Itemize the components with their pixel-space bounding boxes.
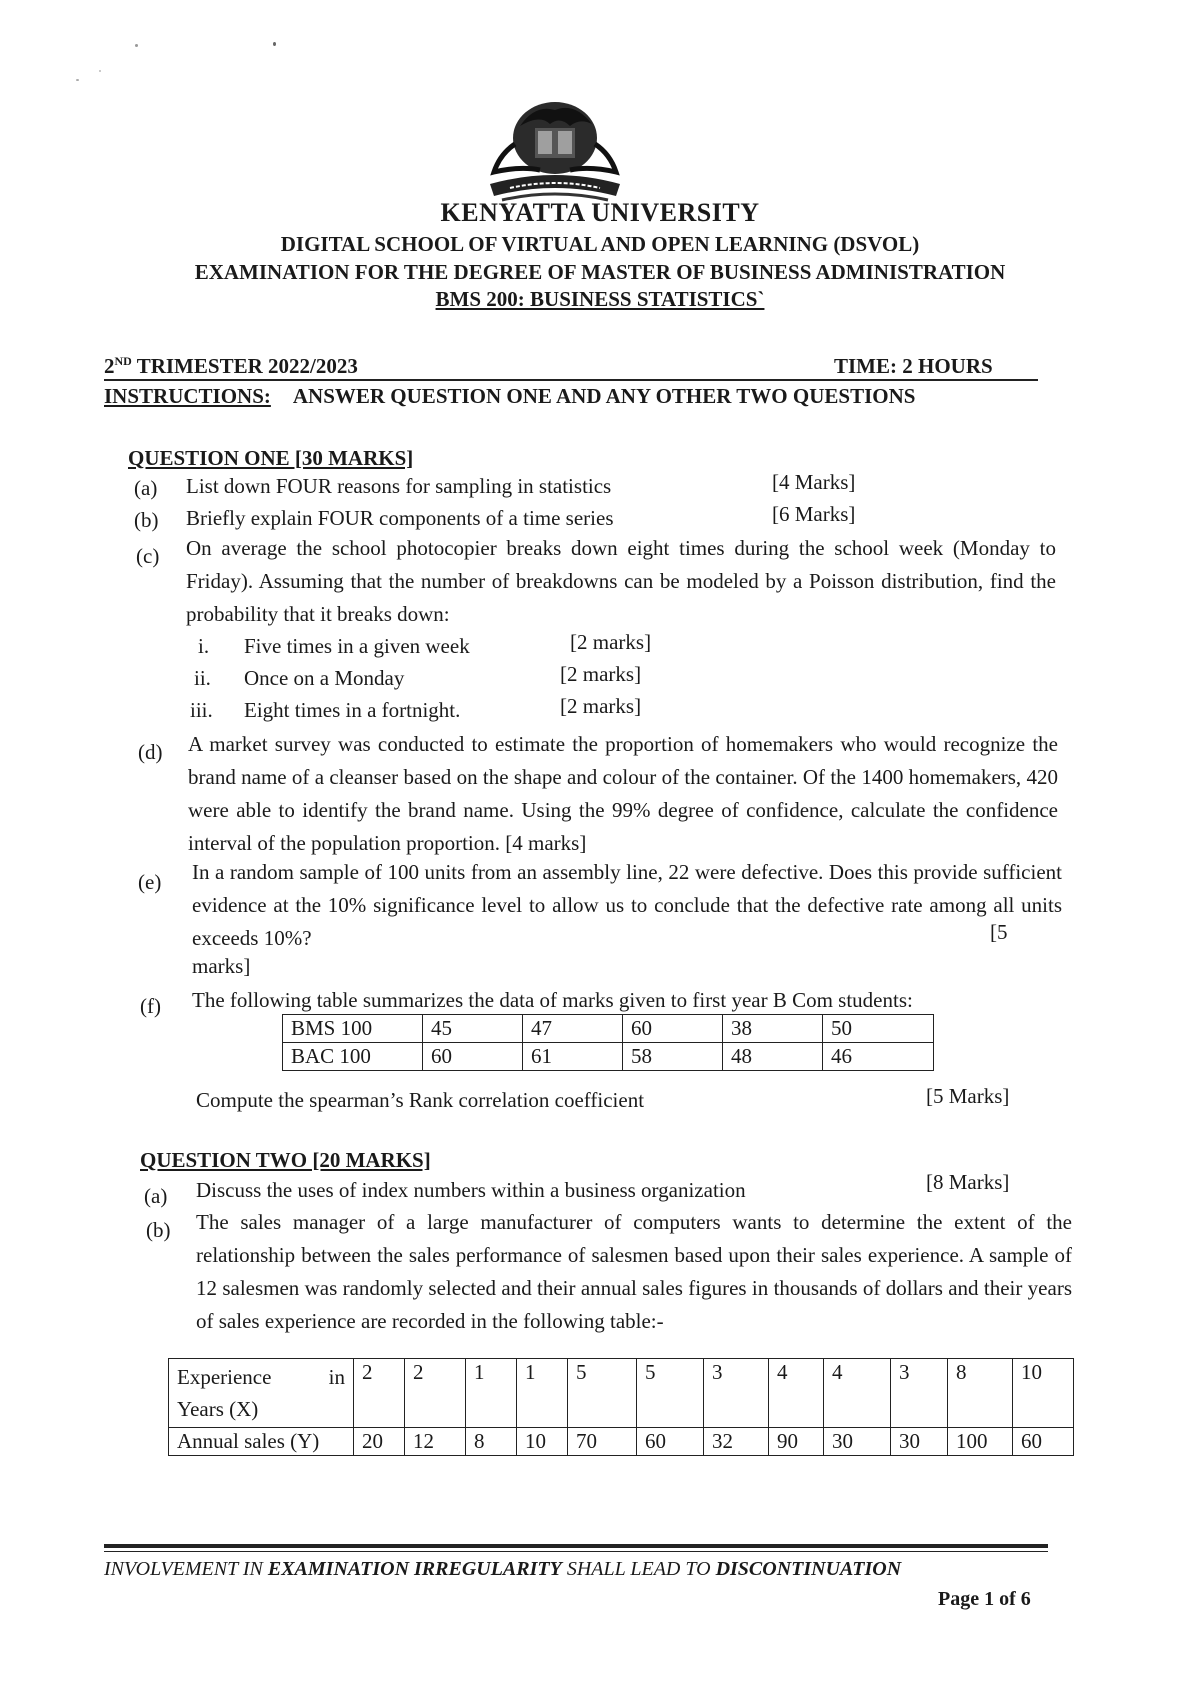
table-cell: 60 [623,1015,723,1043]
q1-c-iii-text: Eight times in a fortnight. [244,698,461,722]
question-one-title: QUESTION ONE [30 MARKS] [128,446,414,470]
x-label-line2: Years (X) [177,1397,259,1421]
q1-a-label: (a) [134,476,158,500]
x-cell: 2 [354,1359,405,1428]
y-cell: 30 [824,1428,891,1456]
footer-rule-thick [104,1544,1048,1548]
q1-d-label: (d) [138,740,163,764]
x-cell: 8 [948,1359,1013,1428]
y-cell: 30 [891,1428,948,1456]
q1-a-text: List down FOUR reasons for sampling in statistics [186,474,612,498]
table-row [283,1043,934,1071]
q1-f-text: The following table summarizes the data of marks given to first year B Com students: [192,988,913,1012]
x-cell: 5 [637,1359,704,1428]
q1-c-iii-marks: [2 marks] [560,694,642,718]
q1-e-marks-close: marks] [192,954,251,978]
y-cell: 70 [568,1428,637,1456]
q1-c-ii-marks: [2 marks] [560,662,642,686]
y-cell: 100 [948,1428,1013,1456]
university-crest-icon [480,96,630,208]
table-cell: 48 [723,1043,823,1071]
table-cell: 58 [623,1043,723,1071]
q1-b-text: Briefly explain FOUR components of a time series [186,506,614,530]
table-cell: 46 [823,1043,934,1071]
row-label: BAC 100 [283,1043,423,1071]
y-cell: 10 [517,1428,568,1456]
row-label: BMS 100 [283,1015,423,1043]
q1-c-i-text: Five times in a given week [244,634,470,658]
exam-duration: TIME: 2 HOURS [834,354,993,378]
q1-c-i-num: i. [198,634,210,658]
q2-a-label: (a) [144,1184,168,1208]
table-row [169,1359,1074,1428]
y-cell: 8 [466,1428,517,1456]
q1-e-label: (e) [138,870,162,894]
scan-speck [135,44,138,47]
instructions: INSTRUCTIONS: ANSWER QUESTION ONE AND ANY OTHER TWO QUESTIONS [104,384,916,408]
y-cell: 60 [637,1428,704,1456]
y-cell: 60 [1013,1428,1074,1456]
marks-table [282,1014,934,1071]
x-cell: 2 [405,1359,466,1428]
q1-f-marks: [5 Marks] [926,1084,1010,1108]
x-label-line1: Experience [177,1365,272,1389]
table-cell: 45 [423,1015,523,1043]
x-row-label [169,1359,354,1428]
x-cell: 10 [1013,1359,1074,1428]
x-cell: 3 [891,1359,948,1428]
y-cell: 12 [405,1428,466,1456]
school-name: DIGITAL SCHOOL OF VIRTUAL AND OPEN LEARNING (DSVOL) [280,232,920,256]
exam-title: EXAMINATION FOR THE DEGREE OF MASTER OF BUSINESS ADMINISTRATION [194,260,1006,284]
page-number: Page 1 of 6 [938,1588,1031,1610]
scan-speck [273,42,276,46]
x-cell: 1 [466,1359,517,1428]
x-cell: 1 [517,1359,568,1428]
table-row [283,1015,934,1043]
y-row-label: Annual sales (Y) [169,1428,354,1456]
question-two-title: QUESTION TWO [20 MARKS] [140,1148,431,1172]
table-cell: 38 [723,1015,823,1043]
y-cell: 90 [769,1428,824,1456]
y-cell: 32 [704,1428,769,1456]
y-cell: 20 [354,1428,405,1456]
q1-c-ii-num: ii. [194,666,211,690]
q1-c-i-marks: [2 marks] [570,630,652,654]
q2-b-text: The sales manager of a large manufacturer of computers wants to determine the extent of the relationship between the sales performance of salesmen based upon their sales experience. A sample of 12 salesmen was randomly selected and their annual sales figures in thousands of dollars and their years of sales experience are recorded in the following table:- [196,1210,1072,1333]
header-divider [104,379,1038,381]
q1-e-text: In a random sample of 100 units from an assembly line, 22 were defective. Does this provide sufficient evidence at the 10% significance level to allow us to conclude that the defective rate among all units exceeds 10%? [192,860,1062,950]
q1-c-ii-text: Once on a Monday [244,666,405,690]
x-cell: 4 [769,1359,824,1428]
table-cell: 47 [523,1015,623,1043]
table-cell: 50 [823,1015,934,1043]
sales-experience-table [168,1358,1074,1456]
q1-d-text: A market survey was conducted to estimate the proportion of homemakers who would recognize the brand name of a cleanser based on the shape and colour of the container. Of the 1400 homemakers, 420 were able to identify the brand name. Using the 99% degree of confidence, calculate the confidence interval of the population proportion. [4 marks] [188,732,1058,855]
scan-speck [99,70,101,72]
q1-b-label: (b) [134,508,159,532]
x-cell: 4 [824,1359,891,1428]
course-title: BMS 200: BUSINESS STATISTICS` [435,287,765,311]
table-cell: 61 [523,1043,623,1071]
university-name: KENYATTA UNIVERSITY [440,198,760,227]
scan-speck [76,79,79,81]
q1-f-compute: Compute the spearman’s Rank correlation coefficient [196,1088,645,1112]
q1-c-text: On average the school photocopier breaks down eight times during the school week (Monday to Friday). Assuming that the number of breakdowns can be modeled by a Poisson distribution, find the probability that it breaks down: [186,536,1056,626]
footer-warning: INVOLVEMENT IN EXAMINATION IRREGULARITY SHALL LEAD TO DISCONTINUATION [104,1558,902,1580]
q2-b-label: (b) [146,1218,171,1242]
q2-a-text: Discuss the uses of index numbers within a business organization [196,1178,746,1202]
q1-b-marks: [6 Marks] [772,502,856,526]
q1-e-marks-open: [5 [990,920,1008,944]
footer-rule-thin [104,1551,1048,1552]
table-row [169,1428,1074,1456]
q2-a-marks: [8 Marks] [926,1170,1010,1194]
x-cell: 3 [704,1359,769,1428]
x-label-in: in [328,1365,345,1389]
q1-a-marks: [4 Marks] [772,470,856,494]
x-cell: 5 [568,1359,637,1428]
q1-c-label: (c) [136,544,160,568]
trimester: 2ND TRIMESTER 2022/2023 [104,354,358,378]
q1-f-label: (f) [140,994,161,1018]
table-cell: 60 [423,1043,523,1071]
q1-c-iii-num: iii. [190,698,213,722]
